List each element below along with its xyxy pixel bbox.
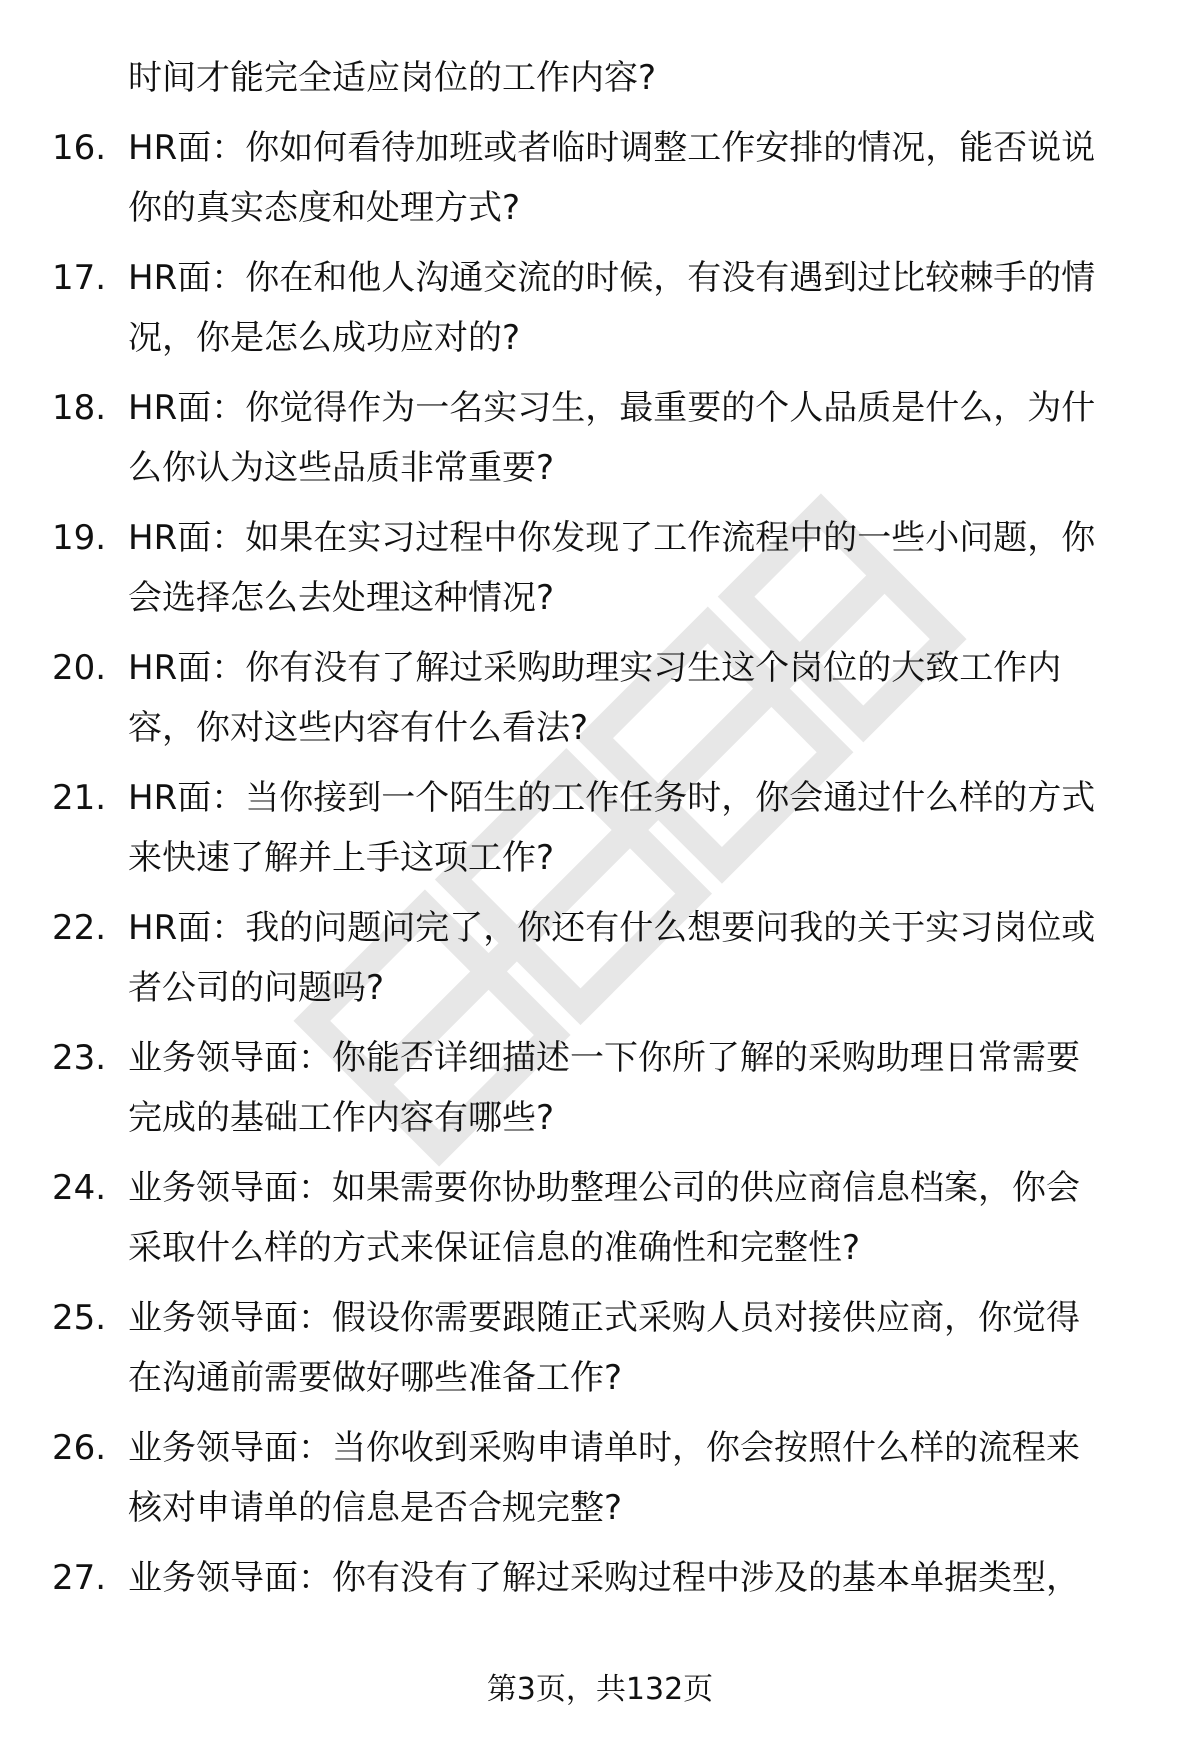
question-number: 21.	[52, 778, 107, 818]
question-item-24	[0, 1158, 1200, 1278]
question-item-23	[0, 1028, 1200, 1148]
question-number: 20.	[52, 648, 107, 688]
question-item-21	[0, 768, 1200, 888]
question-item-20	[0, 638, 1200, 758]
question-number: 23.	[52, 1038, 107, 1078]
question-item-18	[0, 378, 1200, 498]
question-text-line: 业务领导面：你能否详细描述一下你所了解的采购助理日常需要	[128, 1038, 1080, 1078]
question-item-25	[0, 1288, 1200, 1408]
question-number: 22.	[52, 908, 107, 948]
question-number: 16.	[52, 128, 107, 168]
question-text-line: HR面：我的问题问完了，你还有什么想要问我的关于实习岗位或	[128, 908, 1096, 948]
question-text-line: HR面：如果在实习过程中你发现了工作流程中的一些小问题，你	[128, 518, 1096, 558]
question-item-17	[0, 248, 1200, 368]
question-text-line: 容，你对这些内容有什么看法?	[128, 708, 589, 748]
question-text-line: 者公司的问题吗?	[128, 968, 385, 1008]
question-text-line: HR面：你有没有了解过采购助理实习生这个岗位的大致工作内	[128, 648, 1062, 688]
question-text-line: HR面：你如何看待加班或者临时调整工作安排的情况，能否说说	[128, 128, 1096, 168]
question-text-line: 核对申请单的信息是否合规完整?	[128, 1488, 623, 1528]
question-text-line: 会选择怎么去处理这种情况?	[128, 578, 555, 618]
question-text-line: 采取什么样的方式来保证信息的准确性和完整性?	[128, 1228, 861, 1268]
question-item-26	[0, 1418, 1200, 1538]
question-text-line: 你的真实态度和处理方式?	[128, 188, 521, 228]
question-number: 27.	[52, 1558, 107, 1598]
question-text-line: HR面：当你接到一个陌生的工作任务时，你会通过什么样的方式	[128, 778, 1096, 818]
question-list	[0, 48, 1200, 1668]
question-text-line: HR面：你在和他人沟通交流的时候，有没有遇到过比较棘手的情	[128, 258, 1096, 298]
question-text-line: 业务领导面：如果需要你协助整理公司的供应商信息档案，你会	[128, 1168, 1080, 1208]
question-item-16	[0, 118, 1200, 238]
question-text-line: 完成的基础工作内容有哪些?	[128, 1098, 555, 1138]
question-text-line: 在沟通前需要做好哪些准备工作?	[128, 1358, 623, 1398]
question-number: 25.	[52, 1298, 107, 1338]
question-number: 19.	[52, 518, 107, 558]
question-number: 24.	[52, 1168, 107, 1208]
question-text-line: 业务领导面：你有没有了解过采购过程中涉及的基本单据类型，	[128, 1558, 1080, 1598]
page-footer: 第3页，共132页	[486, 1672, 714, 1707]
question-item-22	[0, 898, 1200, 1018]
question-item-19	[0, 508, 1200, 628]
question-text-line: HR面：你觉得作为一名实习生，最重要的个人品质是什么，为什	[128, 388, 1096, 428]
question-text-line: 么你认为这些品质非常重要?	[128, 448, 555, 488]
question-number: 17.	[52, 258, 107, 298]
question-text-line: 业务领导面：当你收到采购申请单时，你会按照什么样的流程来	[128, 1428, 1080, 1468]
question-text-line: 来快速了解并上手这项工作?	[128, 838, 555, 878]
question-text-line: 况，你是怎么成功应对的?	[128, 318, 521, 358]
question-number: 26.	[52, 1428, 107, 1468]
continued-question-text: 时间才能完全适应岗位的工作内容?	[128, 58, 657, 98]
question-item-27	[0, 1548, 1200, 1668]
question-number: 18.	[52, 388, 107, 428]
question-text-line: 业务领导面：假设你需要跟随正式采购人员对接供应商，你觉得	[128, 1298, 1080, 1338]
